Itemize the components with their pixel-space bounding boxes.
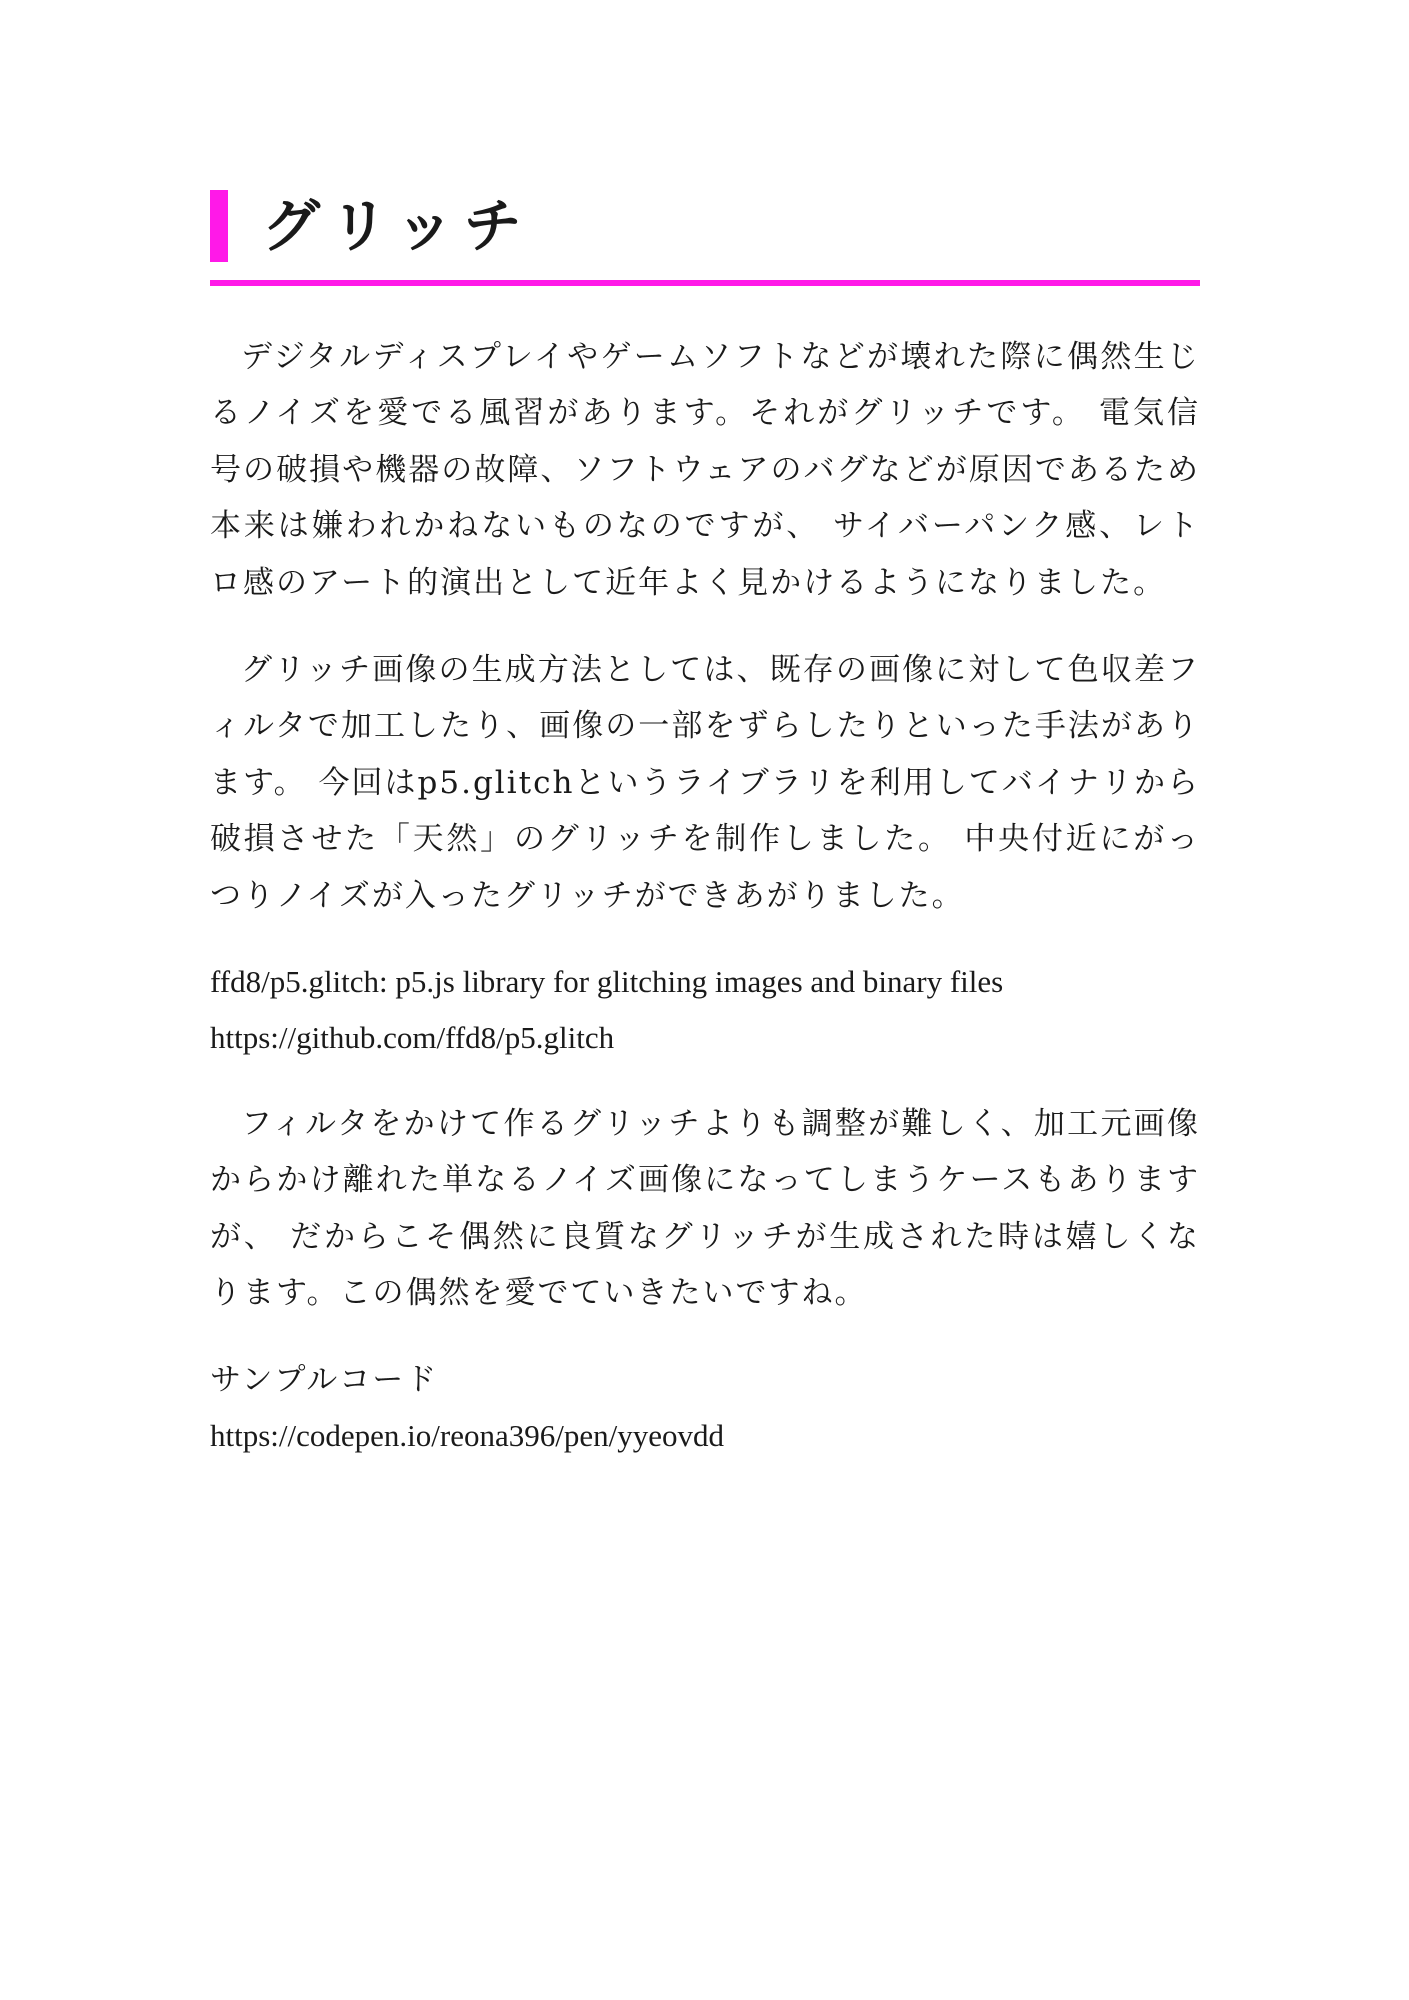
article <box>210 190 1200 1464</box>
paragraph-intro: デジタルディスプレイやゲームソフトなどが壊れた際に偶然生じるノイズを愛でる風習があります。それがグリッチです。 電気信号の破損や機器の故障、ソフトウェアのバグなどが原因であるため本来は嫌われかねないものなのですが、 サイバーパンク感、レトロ感のアート的演出として近年よく見かけるようになりました。 <box>210 339 1200 601</box>
heading-underline <box>210 280 1200 286</box>
library-reference-title: ffd8/p5.glitch: p5.js library for glitching images and binary files <box>210 964 1004 1000</box>
section-title: グリッチ <box>262 192 532 260</box>
paragraph-conclusion: フィルタをかけて作るグリッチよりも調整が難しく、加工元画像からかけ離れた単なるノイズ画像になってしまうケースもありますが、 だからこそ偶然に良質なグリッチが生成された時は嬉しくなります。この偶然を愛でていきたいですね。 <box>210 1106 1200 1312</box>
heading-accent-bar <box>210 190 228 262</box>
library-reference <box>210 954 1200 1066</box>
paragraph-method: グリッチ画像の生成方法としては、既存の画像に対して色収差フィルタで加工したり、画像の一部をずらしたりといった手法があります。 今回はp5.glitchというライブラリを利用してバイナリから破損させた「天然」のグリッチを制作しました。 中央付近にがっつりノイズが入ったグリッチができあがりました。 <box>210 652 1200 914</box>
library-reference-url[interactable]: https://github.com/ffd8/p5.glitch <box>210 1020 615 1056</box>
sample-code-url[interactable]: https://codepen.io/reona396/pen/yyeovdd <box>210 1417 724 1453</box>
sample-code-reference <box>210 1352 1200 1464</box>
section-heading <box>210 190 1200 262</box>
sample-code-label: サンプルコード <box>210 1361 439 1398</box>
